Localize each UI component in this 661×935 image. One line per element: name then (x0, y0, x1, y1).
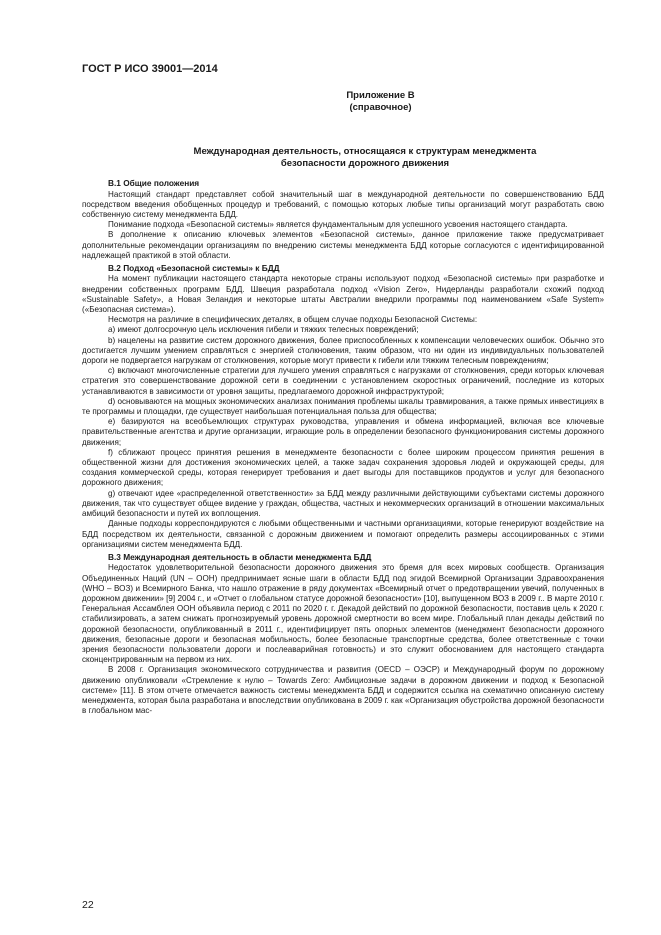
paragraph: Настоящий стандарт представляет собой значительный шаг в международной деятельности по совершенствованию БДД посредством введения обобщенных процедур и требований, с помощью которых любые типы организаций могут разработать свою собственную систему менеджмента БДД. (82, 189, 604, 219)
document-body (82, 176, 604, 716)
annex-title: Приложение В (346, 90, 415, 101)
list-item: c) включают многочисленные стратегии для лучшего умения справляться с нагрузками от столкновения, среди которых ключевая стратегия это совершенствование дорожной сети в соединении с установлением скоростных ограничений, последние из которых устанавливаются в зависимости от уровня защиты, предлагаемого дорожной инфраструктурой; (82, 366, 604, 396)
paragraph: Несмотря на различие в специфических деталях, в общем случае подходы Безопасной Системы: (108, 315, 478, 325)
list-item: e) базируются на всеобъемлющих структурах руководства, управления и обмена информацией, включая все ключевые правительственные агентства и другие организации, играющие роль в определении безопасного функционирования системы дорожного движения; (82, 417, 604, 447)
paragraph: В 2008 г. Организация экономического сотрудничества и развития (OECD – ОЭСР) и Международный форум по дорожному движению опубликовали «Стремление к нулю – Towards Zero: Амбициозные задачи в дорожном движении и подход к Безопасной системе» [11]. В этом отчете отмечается важность системы менеджмента БДД и содержится ссылка на схематично описанную систему менеджмента, которая была разработана и впоследствии опубликована в 2009 г. как «Организация обустройства дорожной безопасности в глобальном мас- (82, 665, 604, 716)
page-number: 22 (82, 899, 94, 911)
annex-heading-line2: безопасности дорожного движения (280, 158, 450, 169)
annex-subtitle: (справочное) (349, 102, 412, 113)
list-item: f) сближают процесс принятия решения в менеджменте безопасности с более широким процессом принятия решения в общественной жизни для достижения экономических целей, а также задач сохранения здоровья людей и окружающей среды, для создания коммерческой среды, которая генерирует требования и дает выгоды для поставщиков продуктов и услуг для безопасного дорожного движения; (82, 447, 604, 488)
document-header: ГОСТ Р ИСО 39001—2014 (82, 63, 218, 75)
paragraph: Данные подходы корреспондируются с любыми общественными и частными организациями, которые генерируют воздействие на БДД посредством их деятельности, связанной с дорожным движением и помогают определить размеры ассоциированных с этими организациями систем менеджмента БДД. (82, 519, 604, 549)
list-item: b) нацелены на развитие систем дорожного движения, более приспособленных к компенсации человеческих ошибок. Обычно это достигается лучшим умением справляться с энергией столкновения, таким образом, что ни один из индивидуальных пользователей дороги не подвергается нагрузкам от столкновения, которые могут привести к гибели или тяжким телесным повреждениям; (82, 335, 604, 366)
annex-heading (82, 146, 604, 170)
list-item: d) основываются на мощных экономических анализах понимания проблемы шкалы травмирования, а также прямых инвестициях в те программы и площадки, где существует наибольшая потенциальная польза для общества; (82, 396, 604, 417)
paragraph: Понимание подхода «Безопасной системы» является фундаментальным для успешного усвоения настоящего стандарта. (108, 220, 568, 230)
paragraph: В дополнение к описанию ключевых элементов «Безопасной системы», данное приложение также предусматривает дополнительные рекомендации организациям по внедрению системы менеджмента БДД которые согласуются с идентифицированной надлежащей практикой в этой области. (82, 230, 604, 260)
list-item: a) имеют долгосрочную цель исключения гибели и тяжких телесных повреждений; (108, 325, 419, 335)
paragraph: На момент публикации настоящего стандарта некоторые страны используют подход «Безопасной системы» при разработке и внедрении собственных программ БДД. Швеция разработала подход «Vision Zero», Нидерланды разработали схожий подход «Sustainable Safety», а Новая Зеландия и некоторые штаты Австралии внедрили программы под наименованием «Safe System» («Безопасная система»). (82, 274, 604, 315)
section-heading: В.2 Подход «Безопасной системы» к БДД (108, 262, 280, 273)
list-item: g) отвечают идее «распределенной ответственности» за БДД между различными действующими субъектами системы дорожного движения, так что существует общее видение у граждан, общества, частных и некоммерческих организаций в отношении максимальных амбиций безопасности и путей их воплощения. (82, 488, 604, 519)
section-heading: В.3 Международная деятельность в области менеджмента БДД (108, 551, 372, 562)
annex-heading-line1: Международная деятельность, относящаяся к структурам менеджмента (193, 146, 537, 157)
section-heading: В.1 Общие положения (108, 178, 200, 188)
annex-label (0, 90, 661, 114)
paragraph: Недостаток удовлетворительной безопасности дорожного движения это бремя для всех мировых сообществ. Организация Объединенных Наций (UN – ООН) предпринимает ясные шаги в области БДД под эгидой Всемирной Организации Здравоохранения (WHO – ВОЗ) и Всемирного Банка, что нашло отражение в ряду документах «Всемирный отчет о предотвращении увечий, полученных в дорожном движении» [9] 2004 г., и «Отчет о глобальном статусе дорожной безопасности» [10], выпущенном ВОЗ в 2009 г.. В марте 2010 г. Генеральная Ассамблея ООН объявила период с 2011 по 2020 г. г. Декадой действий по дорожной безопасности, поставив цель к 2020 г. стабилизировать, а затем снижать прогнозируемый уровень дорожной смертности во всем мире. Глобальный план декады действий по дорожной безопасности, опубликованный в 2011 г., идентифицирует пять опорных элементов (менеджмент безопасности дорожного движения, безопасные дороги и безопасная мобильность, более безопасные транспортные средства, более ответственные с точки зрения безопасности пользователи дороги и послеаварийная готовность) и это служит обоснованием для настоящего стандарта сконцентрированным на первом из них. (82, 563, 604, 665)
